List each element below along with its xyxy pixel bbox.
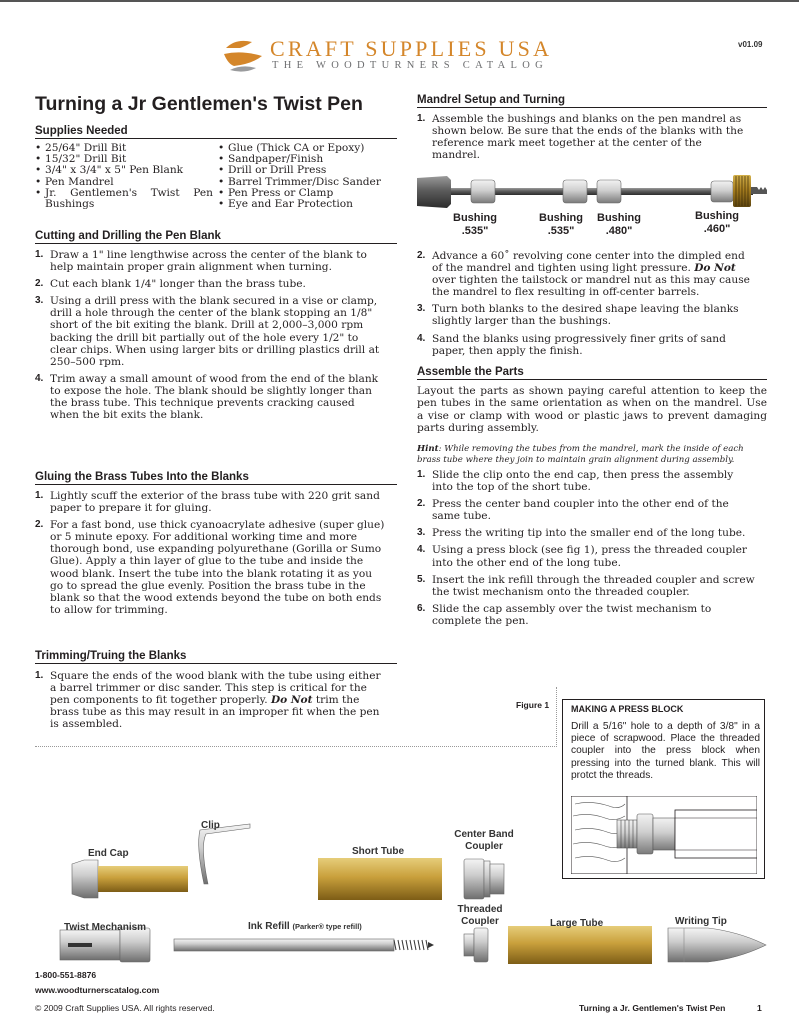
page-title: Turning a Jr Gentlemen's Twist Pen: [35, 93, 363, 115]
list-item: • Eye and Ear Protection: [218, 199, 400, 210]
supplies-list-left: [35, 143, 213, 210]
list-item: • 25/64" Drill Bit: [35, 143, 213, 154]
cutting-steps: [35, 249, 385, 426]
assemble-hint: Hint: While removing the tubes from the mandrel, mark the inside of each brass tube where they join to maintain grain alignment during assembly.: [417, 444, 744, 465]
part-label-twist-mechanism: Twist Mechanism: [64, 922, 147, 933]
writing-tip-part: [668, 928, 766, 962]
assemble-intro: Layout the parts as shown paying careful attention to keep the pen tubes in the same orientation as when on the mandrel. Use a vise or clamp with wood or plastic jaws to prevent damaging parts during assembly.: [417, 385, 767, 435]
press-block-text: Drill a 5/16" hole to a depth of 3/8" in a piece of scrapwood. Place the threaded coupler into the press block when pressing into the turned blank. This will protct the threads.: [571, 721, 760, 781]
list-item: 2. For a fast bond, use thick cyanoacrylate adhesive (super glue) or 5 minute epoxy. For additional working time and more thorough bond, use expanding polyurethane (Gorilla or Sumo Glue). Apply a thin layer of glue to the tube and inside the wood blank. Insert the tube into the blank rotating it as you go to spread the glue evenly. Position the brass tube in the blank so that the wood extends beyond the tube on both ends to allow for trimming.: [35, 519, 385, 616]
figure-label: Figure 1: [516, 700, 550, 710]
bushing-label-4: Bushing .460": [695, 210, 739, 235]
list-item: 6. Slide the cap assembly over the twist mechanism to complete the pen.: [417, 602, 712, 627]
bushing-label-3: Bushing .480": [597, 212, 641, 237]
brand-logo: [222, 34, 582, 78]
footer-phone: 1-800-551-8876: [35, 970, 97, 980]
part-label-end-cap: End Cap: [88, 848, 129, 859]
short-tube-part: [318, 858, 442, 900]
bushing-label-2: Bushing .535": [539, 212, 583, 237]
footer-copyright: © 2009 Craft Supplies USA. All rights reserved.: [35, 1003, 215, 1013]
list-item: 5. Insert the ink refill through the threaded coupler and screw the twist mechanism onto the threaded coupler.: [417, 573, 755, 598]
list-item: • Pen Press or Clamp: [218, 188, 400, 199]
list-item: • Pen Mandrel: [35, 177, 213, 188]
bushing-label-1: Bushing .535": [453, 212, 497, 237]
gluing-heading: Gluing the Brass Tubes Into the Blanks: [35, 471, 397, 485]
gluing-steps: [35, 490, 385, 621]
version-label: v01.09: [738, 40, 763, 49]
end-cap-tube: [98, 866, 188, 892]
list-item: 1. Draw a 1" line lengthwise across the center of the blank to help maintain proper grain alignment when turning.: [35, 249, 367, 274]
refill-spring: [394, 940, 428, 950]
center-band-coupler-part: [464, 859, 484, 899]
supplies-heading: Supplies Needed: [35, 125, 397, 139]
part-label-short-tube: Short Tube: [352, 846, 405, 857]
cutting-heading: Cutting and Drilling the Pen Blank: [35, 230, 397, 244]
list-item: 2. Press the center band coupler into the other end of the same tube.: [417, 498, 729, 523]
list-item: 4. Sand the blanks using progressively finer grits of sand paper, then apply the finish.: [417, 332, 726, 357]
clip-part: [199, 824, 250, 884]
bushing-1: [471, 180, 495, 203]
part-label-large-tube: Large Tube: [550, 918, 604, 929]
bushing-3: [597, 180, 621, 203]
trimming-steps: [35, 670, 385, 735]
list-item: 1. Lightly scuff the exterior of the brass tube with 220 grit sand paper to prepare it for gluing.: [35, 490, 380, 515]
ink-refill-part: [174, 939, 394, 951]
list-item: 3. Press the writing tip into the smaller end of the long tube.: [417, 527, 746, 540]
mandrel-step-1: [417, 113, 752, 166]
brand-name: CRAFT SUPPLIES USA: [270, 36, 553, 61]
assemble-heading: Assemble the Parts: [417, 366, 767, 380]
trimming-heading: Trimming/Truing the Blanks: [35, 650, 397, 664]
part-label-ink-refill: Ink Refill (Parker® type refill): [248, 921, 362, 932]
list-item: 1. Square the ends of the wood blank with the tube using either a barrel trimmer or disc sander. This step is critical for the pen components to fit together properly. Do Not trim the brass tube as this may result in an improper fit when the pen is assembled.: [35, 670, 381, 731]
part-label-center-band-coupler: Center Band Coupler: [454, 829, 514, 852]
separator-vertical: [556, 687, 557, 747]
brand-tagline: THE WOODTURNERS CATALOG: [272, 60, 549, 71]
list-item: 1. Assemble the bushings and blanks on the pen mandrel as shown below. Be sure that the ends of the blanks with the reference mark meet together at the center of the mandrel.: [417, 113, 744, 162]
threaded-coupler-part: [464, 934, 474, 956]
top-rule: [0, 0, 799, 2]
supplies-list-right: [218, 143, 400, 210]
list-item: • 3/4" x 3/4" x 5" Pen Blank: [35, 165, 213, 176]
press-block-heading: MAKING A PRESS BLOCK: [571, 704, 684, 714]
list-item: 3. Using a drill press with the blank secured in a vise or clamp, drill a hole through the center of the blank stopping an 1/8" short of the bit exiting the blank. Drill at 2,000–3,000 rpm backing the drill bit partially out of the hole every 1/2" to clear chips. When using larger bits or drilling plastics drill at 250–500 rpm.: [35, 295, 380, 368]
footer-doc-title: Turning a Jr. Gentlemen's Twist Pen: [579, 1003, 726, 1013]
mandrel-steps: [417, 250, 757, 362]
pen-nib-logo-icon: [222, 34, 266, 74]
bushing-2: [563, 180, 587, 203]
large-tube-part: [508, 926, 652, 964]
assemble-steps: [417, 469, 757, 632]
list-item: 4. Using a press block (see fig 1), press the threaded coupler into the other end of the long tube.: [417, 544, 747, 569]
list-item: 2. Cut each blank 1/4" longer than the brass tube.: [35, 278, 306, 291]
part-label-threaded-coupler: Threaded Coupler: [457, 904, 503, 927]
list-item: • Jr. Gentlemen's Twist Pen Bushings: [35, 188, 213, 210]
separator-dotted: [35, 746, 557, 747]
mandrel-thread: [751, 187, 767, 194]
list-item: • 15/32" Drill Bit: [35, 154, 213, 165]
part-label-clip: Clip: [201, 820, 220, 831]
end-cap-part: [72, 860, 98, 898]
list-item: • Sandpaper/Finish: [218, 154, 400, 165]
parts-layout: [0, 800, 799, 975]
mandrel-heading: Mandrel Setup and Turning: [417, 94, 767, 108]
list-item: 1. Slide the clip onto the end cap, then press the assembly into the top of the short tube.: [417, 469, 734, 494]
list-item: 2. Advance a 60˚ revolving cone center into the dimpled end of the mandrel and tighten using light pressure. Do Not over tighten the tailstock or mandrel nut as this may cause the mandrel to flex resulting in off-center barrels.: [417, 250, 750, 299]
bushing-4: [711, 181, 733, 202]
part-label-writing-tip: Writing Tip: [675, 916, 727, 927]
footer-page-number: 1: [757, 1003, 762, 1013]
list-item: 3. Turn both blanks to the desired shape leaving the blanks slightly larger than the bushings.: [417, 303, 739, 328]
footer-website[interactable]: www.woodturnerscatalog.com: [35, 985, 160, 995]
list-item: • Drill or Drill Press: [218, 165, 400, 176]
mandrel-shank: [417, 176, 451, 208]
list-item: 4. Trim away a small amount of wood from the end of the blank to expose the hole. The blank should be slightly longer than the brass tube. This technique prevents cracking caused when the bit exits the blank.: [35, 372, 379, 422]
list-item: • Barrel Trimmer/Disc Sander: [218, 177, 400, 188]
list-item: • Glue (Thick CA or Epoxy): [218, 143, 400, 154]
